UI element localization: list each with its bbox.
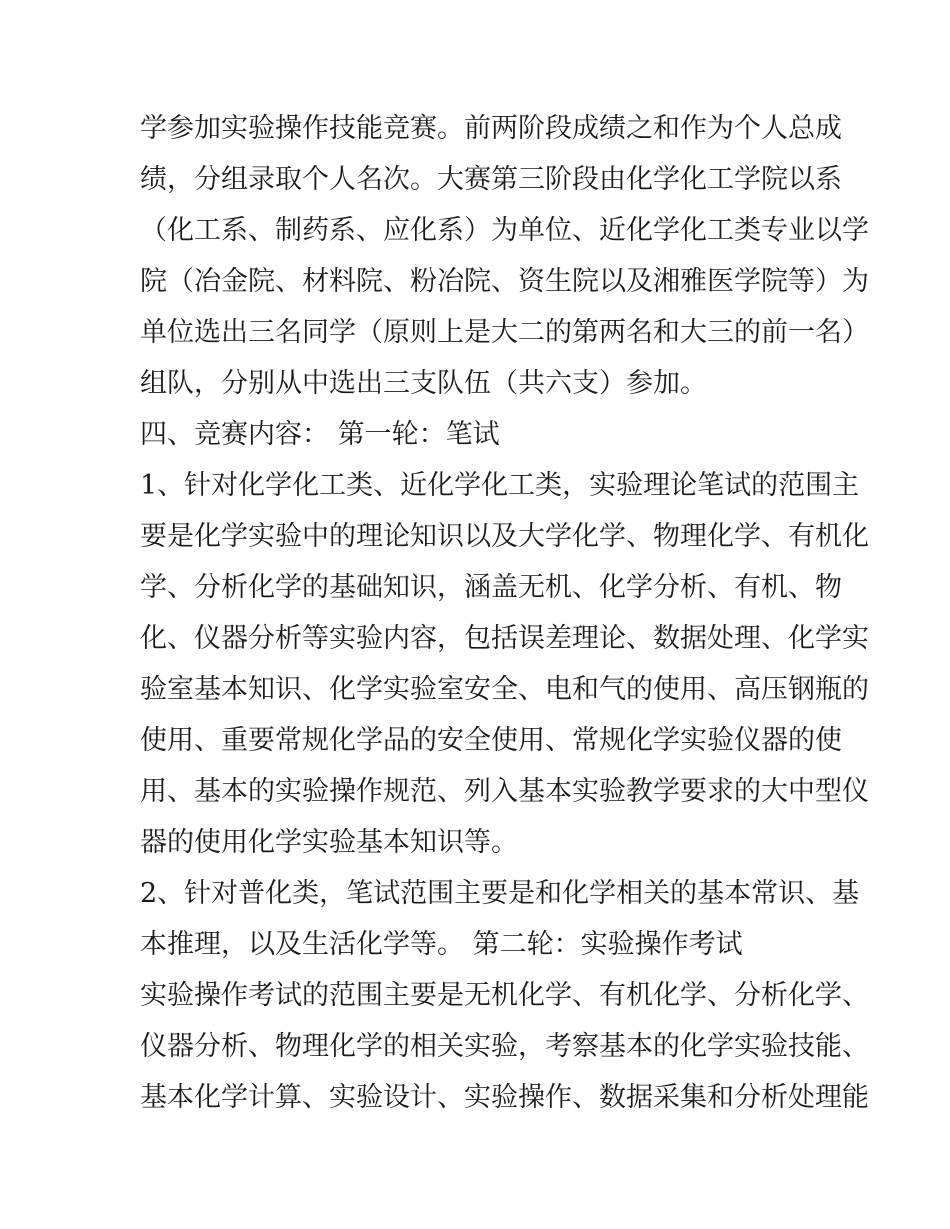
text-line: 单位选出三名同学（原则上是大二的第两名和大三的前一名）: [140, 317, 869, 348]
text-line: 验室基本知识、化学实验室安全、电和气的使用、高压钢瓶的: [140, 674, 869, 705]
text-line: 化、仪器分析等实验内容，包括误差理论、数据处理、化学实: [140, 623, 869, 654]
text-line: （化工系、制药系、应化系）为单位、近化学化工类专业以学: [140, 215, 869, 246]
text-line: 组队，分别从中选出三支队伍（共六支）参加。: [140, 368, 707, 399]
text-line: 1、针对化学化工类、近化学化工类，实验理论笔试的范围主: [140, 470, 860, 501]
text-line: 本推理，以及生活化学等。 第二轮：实验操作考试: [140, 929, 743, 960]
text-line: 仪器分析、物理化学的相关实验，考察基本的化学实验技能、: [140, 1031, 869, 1062]
text-line: 基本化学计算、实验设计、实验操作、数据采集和分析处理能: [140, 1082, 869, 1113]
text-line: 学、分析化学的基础知识，涵盖无机、化学分析、有机、物: [140, 572, 842, 603]
section-heading: 四、竞赛内容： 第一轮：笔试: [140, 419, 500, 450]
text-line: 用、基本的实验操作规范、列入基本实验教学要求的大中型仪: [140, 776, 869, 807]
text-line: 2、针对普化类，笔试范围主要是和化学相关的基本常识、基: [140, 878, 860, 909]
text-line: 实验操作考试的范围主要是无机化学、有机化学、分析化学、: [140, 980, 869, 1011]
text-line: 学参加实验操作技能竞赛。前两阶段成绩之和作为个人总成: [140, 113, 842, 144]
text-line: 要是化学实验中的理论知识以及大学化学、物理化学、有机化: [140, 521, 869, 552]
text-line: 院（冶金院、材料院、粉冶院、资生院以及湘雅医学院等）为: [140, 266, 869, 297]
text-line: 器的使用化学实验基本知识等。: [140, 827, 518, 858]
text-line: 使用、重要常规化学品的安全使用、常规化学实验仪器的使: [140, 725, 842, 756]
text-line: 绩，分组录取个人名次。大赛第三阶段由化学化工学院以系: [140, 164, 842, 195]
